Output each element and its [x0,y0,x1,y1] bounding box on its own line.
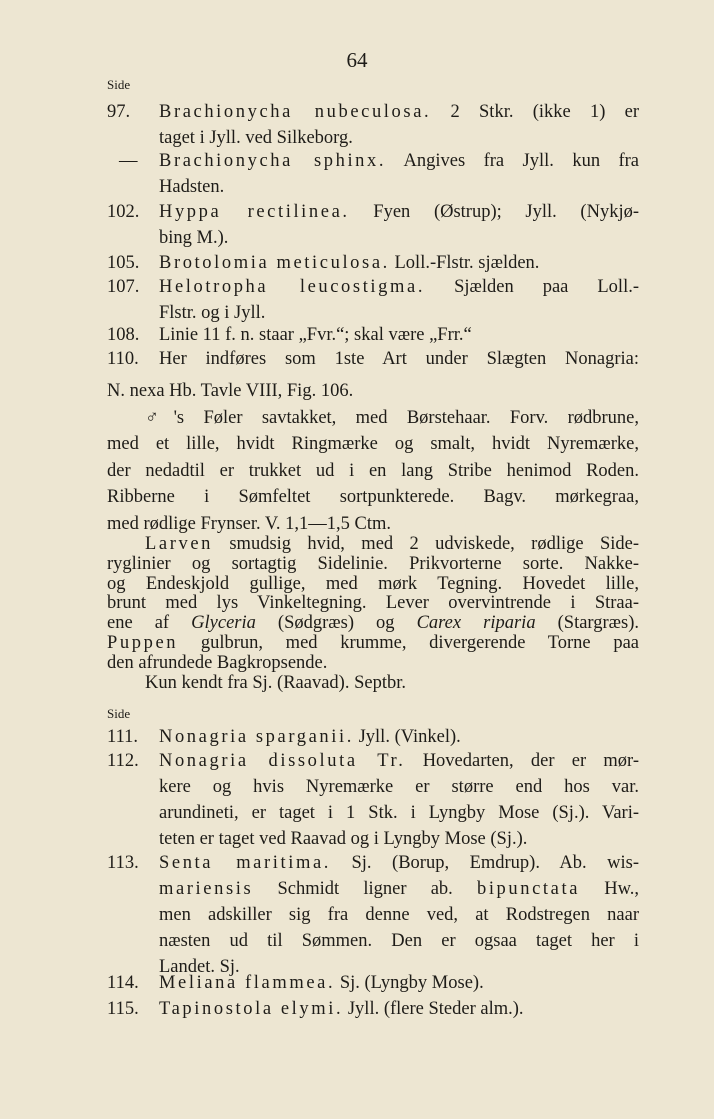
entry-line: næsten ud til Sømmen. Den er ogsaa taget her i [159,931,639,951]
page-number: 64 [346,48,368,72]
entry-line: Her indføres som 1ste Art under Slægten Nonagria: [159,349,639,369]
entry-113 [107,850,639,980]
entry-line: Senta maritima. Sj. (Borup, Emdrup). Ab. wis- [159,853,639,873]
side-label: Side [107,706,131,721]
entry-line: bing M.). [159,228,229,248]
entry-97 [107,99,639,151]
entry-number: 110. [107,349,139,369]
side-label: Side [107,77,131,92]
entry-line: Landet. Sj. [159,957,240,977]
entry-number: 105. [107,253,140,273]
paragraph-line: ene af Glyceria (Sødgræs) og Carex riparia (Stargræs). [107,613,639,634]
entry-line: taget i Jyll. ved Silkeborg. [159,128,353,148]
paragraph-line: N. nexa Hb. Tavle VIII, Fig. 106. [107,381,354,401]
entry-line: Hadsten. [159,177,225,197]
entry-110 [107,346,639,372]
entry-number: 112. [107,751,139,771]
entry-line: arundineti, er taget i 1 Stk. i Lyngby Mose (Sj.). Vari- [159,803,639,823]
entry-number: 102. [107,202,140,222]
paragraph-line: Larven smudsig hvid, med 2 udviskede, rødlige Side- [145,534,639,554]
entry-line: Nonagria sparganii. Jyll. (Vinkel). [159,727,461,747]
larva-description [107,535,639,693]
entry-line: teten er taget ved Raavad og i Lyngby Mose (Sj.). [159,829,528,849]
entry-number: 108. [107,325,140,345]
entry-line: men adskiller sig fra denne ved, at Rodstregen naar [159,905,639,925]
entry-line: Linie 11 f. n. staar „Fvr.“; skal være „Frr.“ [159,325,472,345]
entry-line: Brotolomia meticulosa. Loll.-Flstr. sjælden. [159,253,540,273]
entry-line: Helotropha leucostigma. Sjælden paa Loll.- [159,277,640,297]
paragraph-line: ♂'s Føler savtakket, med Børstehaar. Forv. rødbrune, [145,407,639,428]
entry-line: Flstr. og i Jyll. [159,303,266,323]
entry-111 [107,724,639,750]
nexa-description [107,378,639,537]
entry-114 [107,970,639,996]
entry-number: 111. [107,727,139,747]
entry-line: Hyppa rectilinea. Fyen (Østrup); Jyll. (Nykjø- [159,202,639,222]
entry-number: 115. [107,999,139,1019]
entry-number: 114. [107,973,139,993]
entry-line: Tapinostola elymi. Jyll. (flere Steder alm.). [159,999,524,1019]
entry-line: Brachionycha nubeculosa. 2 Stkr. (ikke 1) er [159,102,640,122]
entry-108 [107,322,639,348]
paragraph-line: brunt med lys Vinkeltegning. Lever overvintrende i Straa- [107,593,639,614]
entry-line: kere og hvis Nyremærke er større end hos var. [159,777,639,797]
entry-line: Nonagria dissoluta Tr. Hovedarten, der er mør- [159,751,639,771]
entry-105 [107,250,639,276]
entry-number: 107. [107,277,140,297]
paragraph-line: med rødlige Frynser. V. 1,1—1,5 Ctm. [107,513,392,534]
paragraph-line: Ribberne i Sømfeltet sortpunkterede. Bagv. mørkegraa, [107,487,639,507]
entry-number: — [119,151,138,171]
entry-112 [107,748,639,852]
entry-line: mariensis Schmidt ligner ab. bipunctata Hw., [159,879,639,899]
entry-line: Brachionycha sphinx. Angives fra Jyll. kun fra [159,151,640,171]
entry-115 [107,996,639,1022]
paragraph-line: med et lille, hvidt Ringmærke og smalt, hvidt Nyremærke, [107,434,639,454]
paragraph-line: der nedadtil er trukket ud i en lang Stribe henimod Roden. [107,460,639,481]
entry-102 [107,199,639,251]
paragraph-line: Puppen gulbrun, med krumme, divergerende Torne paa [107,632,640,653]
entry-number: 113. [107,853,139,873]
paragraph-line: den afrundede Bagkropsende. [107,652,328,673]
entry-sphinx [107,148,639,200]
paragraph-line: ryglinier og sortagtig Sidelinie. Prikvorterne sorte. Nakke- [107,553,639,574]
entry-line: Meliana flammea. Sj. (Lyngby Mose). [159,973,484,993]
paragraph-line: og Endeskjold gullige, med mørk Tegning. Hovedet lille, [107,573,639,594]
paragraph-line: Kun kendt fra Sj. (Raavad). Septbr. [145,672,406,693]
entry-107 [107,274,639,326]
entry-number: 97. [107,102,131,122]
